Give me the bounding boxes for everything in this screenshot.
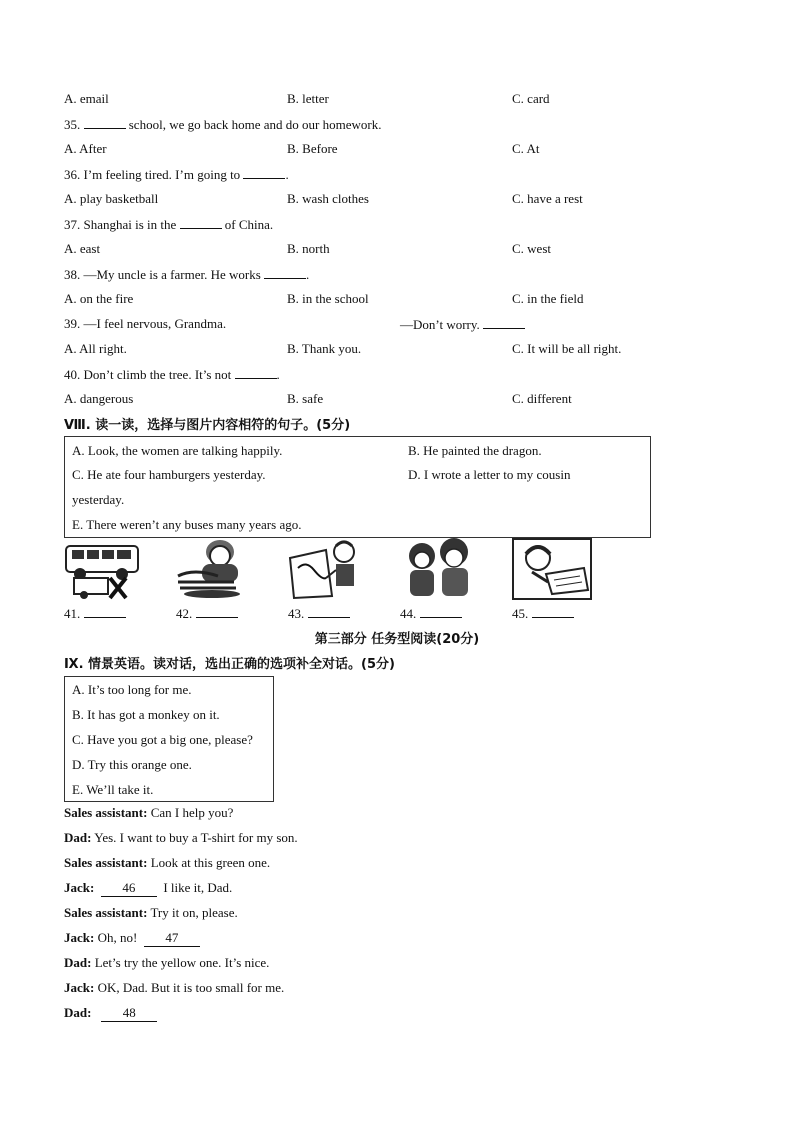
speaker: Dad: (64, 1005, 92, 1020)
q38-option-a[interactable]: A. on the fire (64, 291, 134, 306)
option-c: C. He ate four hamburgers yesterday. (72, 467, 266, 482)
question-number: 42. (176, 606, 193, 621)
line-text: OK, Dad. But it is too small for me. (97, 980, 285, 995)
bus-crossed-image (64, 538, 144, 600)
part-3-title: 第三部分 任务型阅读(20分) (314, 632, 480, 647)
question-text: —My uncle is a farmer. He works (83, 267, 261, 282)
answer-blank[interactable] (180, 214, 222, 229)
answer-blank[interactable] (532, 603, 574, 618)
question-39 (64, 314, 226, 334)
line-text: Look at this green one. (150, 855, 271, 870)
women-talking-image (400, 538, 480, 600)
q36-option-c[interactable]: C. have a rest (512, 191, 583, 206)
boy-eating-hamburgers-image (174, 538, 254, 600)
line-text: I like it, Dad. (163, 880, 233, 895)
speaker: Sales assistant: (64, 805, 148, 820)
reply-text: —Don’t worry. (400, 317, 480, 332)
answer-44 (400, 603, 462, 622)
q35-option-a[interactable]: A. After (64, 141, 107, 156)
question-number: 45. (512, 606, 529, 621)
dialogue-line (64, 978, 284, 998)
question-punct: . (276, 367, 280, 382)
answer-42 (176, 603, 238, 622)
q35-option-c[interactable]: C. At (512, 141, 540, 156)
question-36 (64, 164, 289, 184)
answer-blank-48[interactable]: 48 (101, 1005, 157, 1022)
option-e: E. There weren’t any buses many years ago. (72, 517, 302, 532)
question-39-reply (400, 314, 525, 334)
boy-painting-dragon-image (286, 538, 366, 600)
option-b: B. He painted the dragon. (408, 443, 542, 458)
q40-option-a[interactable]: A. dangerous (64, 391, 134, 406)
question-number: 44. (400, 606, 417, 621)
question-text: —I feel nervous, Grandma. (83, 316, 227, 331)
question-number: 39. (64, 316, 81, 331)
question-text: Shanghai is in the (83, 217, 177, 232)
dialogue-line (64, 803, 233, 823)
question-37 (64, 214, 273, 234)
q39-option-c[interactable]: C. It will be all right. (512, 341, 622, 356)
option-e: E. We’ll take it. (72, 782, 154, 797)
section-8-options-box (64, 436, 651, 538)
line-text: Oh, no! (97, 930, 138, 945)
dialogue-line (64, 1003, 157, 1023)
q38-option-c[interactable]: C. in the field (512, 291, 584, 306)
q36-option-a[interactable]: A. play basketball (64, 191, 159, 206)
question-40 (64, 364, 280, 384)
question-punct: . (285, 167, 289, 182)
q34-option-b[interactable]: B. letter (287, 91, 329, 106)
speaker: Dad: (64, 955, 92, 970)
q36-option-b[interactable]: B. wash clothes (287, 191, 369, 206)
speaker: Sales assistant: (64, 855, 148, 870)
q34-option-a[interactable]: A. email (64, 91, 109, 106)
q37-option-a[interactable]: A. east (64, 241, 101, 256)
speaker: Jack: (64, 980, 95, 995)
speaker: Jack: (64, 930, 95, 945)
answer-blank[interactable] (84, 114, 126, 129)
line-text: Can I help you? (150, 805, 234, 820)
speaker: Jack: (64, 880, 95, 895)
option-a: A. Look, the women are talking happily. (72, 443, 283, 458)
q37-option-c[interactable]: C. west (512, 241, 551, 256)
q37-option-b[interactable]: B. north (287, 241, 330, 256)
answer-blank[interactable] (243, 164, 285, 179)
speaker: Sales assistant: (64, 905, 148, 920)
answer-45 (512, 603, 574, 622)
question-number: 36. (64, 167, 81, 182)
question-punct: . (306, 267, 310, 282)
option-d: D. I wrote a letter to my cousin (408, 467, 571, 482)
option-d-continued: yesterday. (72, 492, 125, 507)
answer-blank[interactable] (420, 603, 462, 618)
dialogue-line (64, 928, 200, 948)
option-d: D. Try this orange one. (72, 757, 192, 772)
section-9-title: Ⅸ. 情景英语。读对话，选出正确的选项补全对话。(5分) (64, 657, 395, 672)
q40-option-c[interactable]: C. different (512, 391, 572, 406)
question-number: 38. (64, 267, 81, 282)
option-b: B. It has got a monkey on it. (72, 707, 220, 722)
option-c: C. Have you got a big one, please? (72, 732, 253, 747)
answer-blank[interactable] (235, 364, 277, 379)
option-a: A. It’s too long for me. (72, 682, 192, 697)
question-text-after: of China. (224, 217, 274, 232)
question-number: 35. (64, 117, 81, 132)
q40-option-b[interactable]: B. safe (287, 391, 324, 406)
q39-option-a[interactable]: A. All right. (64, 341, 127, 356)
question-text: I’m feeling tired. I’m going to (83, 167, 241, 182)
section-8-title: Ⅷ. 读一读，选择与图片内容相符的句子。(5分) (64, 418, 351, 433)
girl-writing-letter-image (512, 538, 592, 600)
question-number: 43. (288, 606, 305, 621)
answer-blank[interactable] (483, 314, 525, 329)
q39-option-b[interactable]: B. Thank you. (287, 341, 362, 356)
line-text: Let’s try the yellow one. It’s nice. (94, 955, 270, 970)
answer-blank[interactable] (264, 264, 306, 279)
speaker: Dad: (64, 830, 92, 845)
question-number: 37. (64, 217, 81, 232)
answer-blank-47[interactable]: 47 (144, 930, 200, 947)
question-38 (64, 264, 309, 284)
dialogue-line (64, 828, 298, 848)
question-number: 40. (64, 367, 81, 382)
question-number: 41. (64, 606, 81, 621)
q35-option-b[interactable]: B. Before (287, 141, 338, 156)
section-9-options-box (64, 676, 274, 802)
answer-blank[interactable] (308, 603, 350, 618)
dialogue-line (64, 853, 270, 873)
answer-41 (64, 603, 126, 622)
answer-blank-46[interactable]: 46 (101, 880, 157, 897)
question-text: school, we go back home and do our homework. (128, 117, 382, 132)
question-text: Don’t climb the tree. It’s not (83, 367, 232, 382)
answer-blank[interactable] (84, 603, 126, 618)
answer-blank[interactable] (196, 603, 238, 618)
dialogue-line (64, 878, 232, 898)
line-text: Yes. I want to buy a T-shirt for my son. (94, 830, 298, 845)
answer-43 (288, 603, 350, 622)
question-35 (64, 114, 381, 134)
dialogue-line (64, 903, 238, 923)
q34-option-c[interactable]: C. card (512, 91, 550, 106)
dialogue-line (64, 953, 269, 973)
line-text: Try it on, please. (150, 905, 238, 920)
q38-option-b[interactable]: B. in the school (287, 291, 369, 306)
